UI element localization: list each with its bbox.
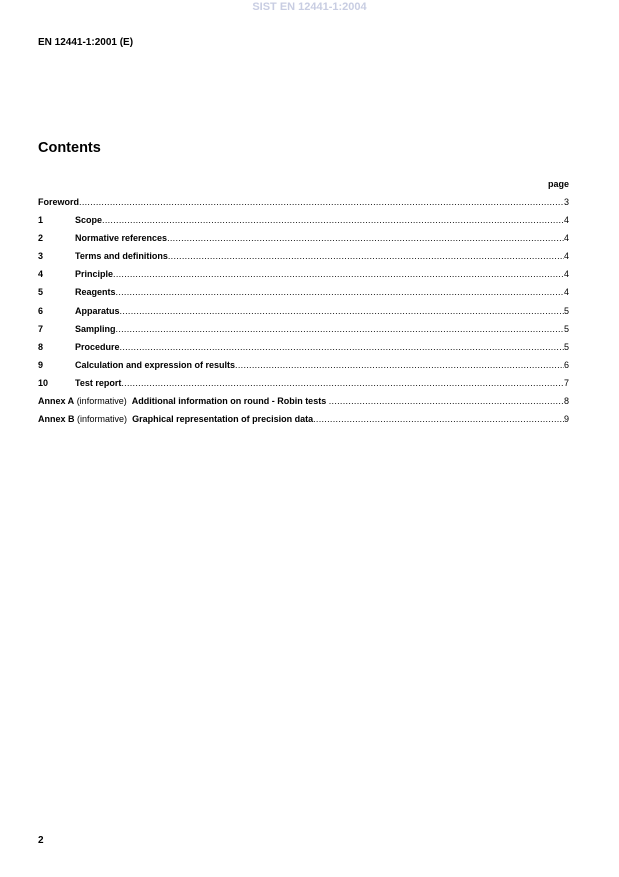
toc-entry-title: Foreword bbox=[38, 197, 80, 207]
toc-entry-page: 5 bbox=[563, 341, 569, 352]
toc-entry-page: 7 bbox=[563, 377, 569, 388]
page-column-label: page bbox=[547, 179, 569, 189]
toc-entry-title: Terms and definitions bbox=[75, 251, 168, 262]
toc-dot-leader bbox=[121, 378, 564, 389]
toc-entry-page: 4 bbox=[563, 269, 569, 280]
toc-entry-page: 5 bbox=[563, 323, 569, 334]
toc-dot-leader bbox=[235, 360, 564, 371]
toc-entry-page: 3 bbox=[563, 197, 569, 207]
toc-entry-number: 8 bbox=[38, 341, 44, 352]
toc-dot-leader bbox=[79, 197, 564, 208]
toc-dot-leader bbox=[120, 342, 564, 353]
toc-entry-normative-references[interactable] bbox=[38, 233, 569, 251]
toc-entry-page: 8 bbox=[563, 396, 569, 407]
table-of-contents bbox=[38, 197, 569, 432]
toc-entry-title: Procedure bbox=[75, 341, 120, 352]
toc-dot-leader bbox=[168, 251, 564, 262]
toc-annex-label: Annex A bbox=[38, 396, 75, 407]
toc-entry-foreword[interactable] bbox=[38, 197, 569, 215]
toc-entry-page: 5 bbox=[563, 305, 569, 316]
toc-dot-leader bbox=[113, 269, 564, 280]
toc-entry-number: 5 bbox=[38, 287, 44, 298]
toc-dot-leader bbox=[116, 287, 564, 298]
page-number: 2 bbox=[38, 835, 44, 846]
toc-annex-note: (informative) bbox=[76, 396, 127, 407]
toc-dot-leader bbox=[116, 324, 564, 335]
toc-dot-leader bbox=[102, 215, 564, 226]
toc-entry-calculation-and-expression[interactable] bbox=[38, 360, 569, 378]
toc-entry-number: 6 bbox=[38, 305, 44, 316]
toc-entry-principle[interactable] bbox=[38, 269, 569, 287]
toc-entry-test-report[interactable] bbox=[38, 378, 569, 396]
toc-entry-title: Reagents bbox=[75, 287, 116, 298]
toc-entry-page: 4 bbox=[563, 287, 569, 298]
toc-entry-scope[interactable] bbox=[38, 215, 569, 233]
watermark: SIST EN 12441-1:2004 bbox=[252, 1, 367, 13]
toc-entry-title: Principle bbox=[75, 269, 114, 280]
toc-entry-sampling[interactable] bbox=[38, 324, 569, 342]
toc-annex-label: Annex B bbox=[38, 414, 75, 425]
toc-dot-leader bbox=[329, 396, 564, 407]
toc-entry-number: 10 bbox=[38, 377, 49, 388]
toc-entry-title: Scope bbox=[75, 215, 103, 226]
toc-entry-number: 7 bbox=[38, 323, 44, 334]
toc-entry-apparatus[interactable] bbox=[38, 306, 569, 324]
toc-entry-title: Calculation and expression of results bbox=[75, 359, 236, 370]
toc-dot-leader bbox=[313, 414, 564, 425]
toc-entry-annex-a[interactable] bbox=[38, 396, 569, 414]
toc-entry-terms-and-definitions[interactable] bbox=[38, 251, 569, 269]
toc-entry-title: Normative references bbox=[75, 233, 168, 244]
toc-entry-reagents[interactable] bbox=[38, 287, 569, 305]
document-id: EN 12441-1:2001 (E) bbox=[38, 37, 134, 48]
toc-entry-page: 4 bbox=[563, 233, 569, 244]
toc-entry-title: Additional information on round - Robin tests bbox=[131, 396, 327, 407]
toc-entry-page: 6 bbox=[563, 359, 569, 370]
toc-entry-title: Test report bbox=[75, 377, 122, 388]
toc-annex-note: (informative) bbox=[77, 414, 128, 425]
toc-dot-leader bbox=[120, 306, 564, 317]
toc-entry-page: 4 bbox=[563, 215, 569, 226]
toc-entry-number: 2 bbox=[38, 233, 44, 244]
toc-entry-title: Sampling bbox=[75, 323, 116, 334]
contents-title: Contents bbox=[38, 140, 101, 156]
toc-entry-title: Apparatus bbox=[75, 305, 120, 316]
toc-entry-title: Graphical representation of precision data bbox=[132, 414, 314, 425]
toc-entry-number: 3 bbox=[38, 251, 44, 262]
toc-dot-leader bbox=[167, 233, 564, 244]
toc-entry-page: 4 bbox=[563, 251, 569, 262]
toc-entry-number: 9 bbox=[38, 359, 44, 370]
toc-entry-page: 9 bbox=[563, 414, 569, 425]
toc-entry-annex-b[interactable] bbox=[38, 414, 569, 432]
toc-entry-number: 4 bbox=[38, 269, 44, 280]
toc-entry-number: 1 bbox=[38, 215, 44, 226]
toc-entry-procedure[interactable] bbox=[38, 342, 569, 360]
